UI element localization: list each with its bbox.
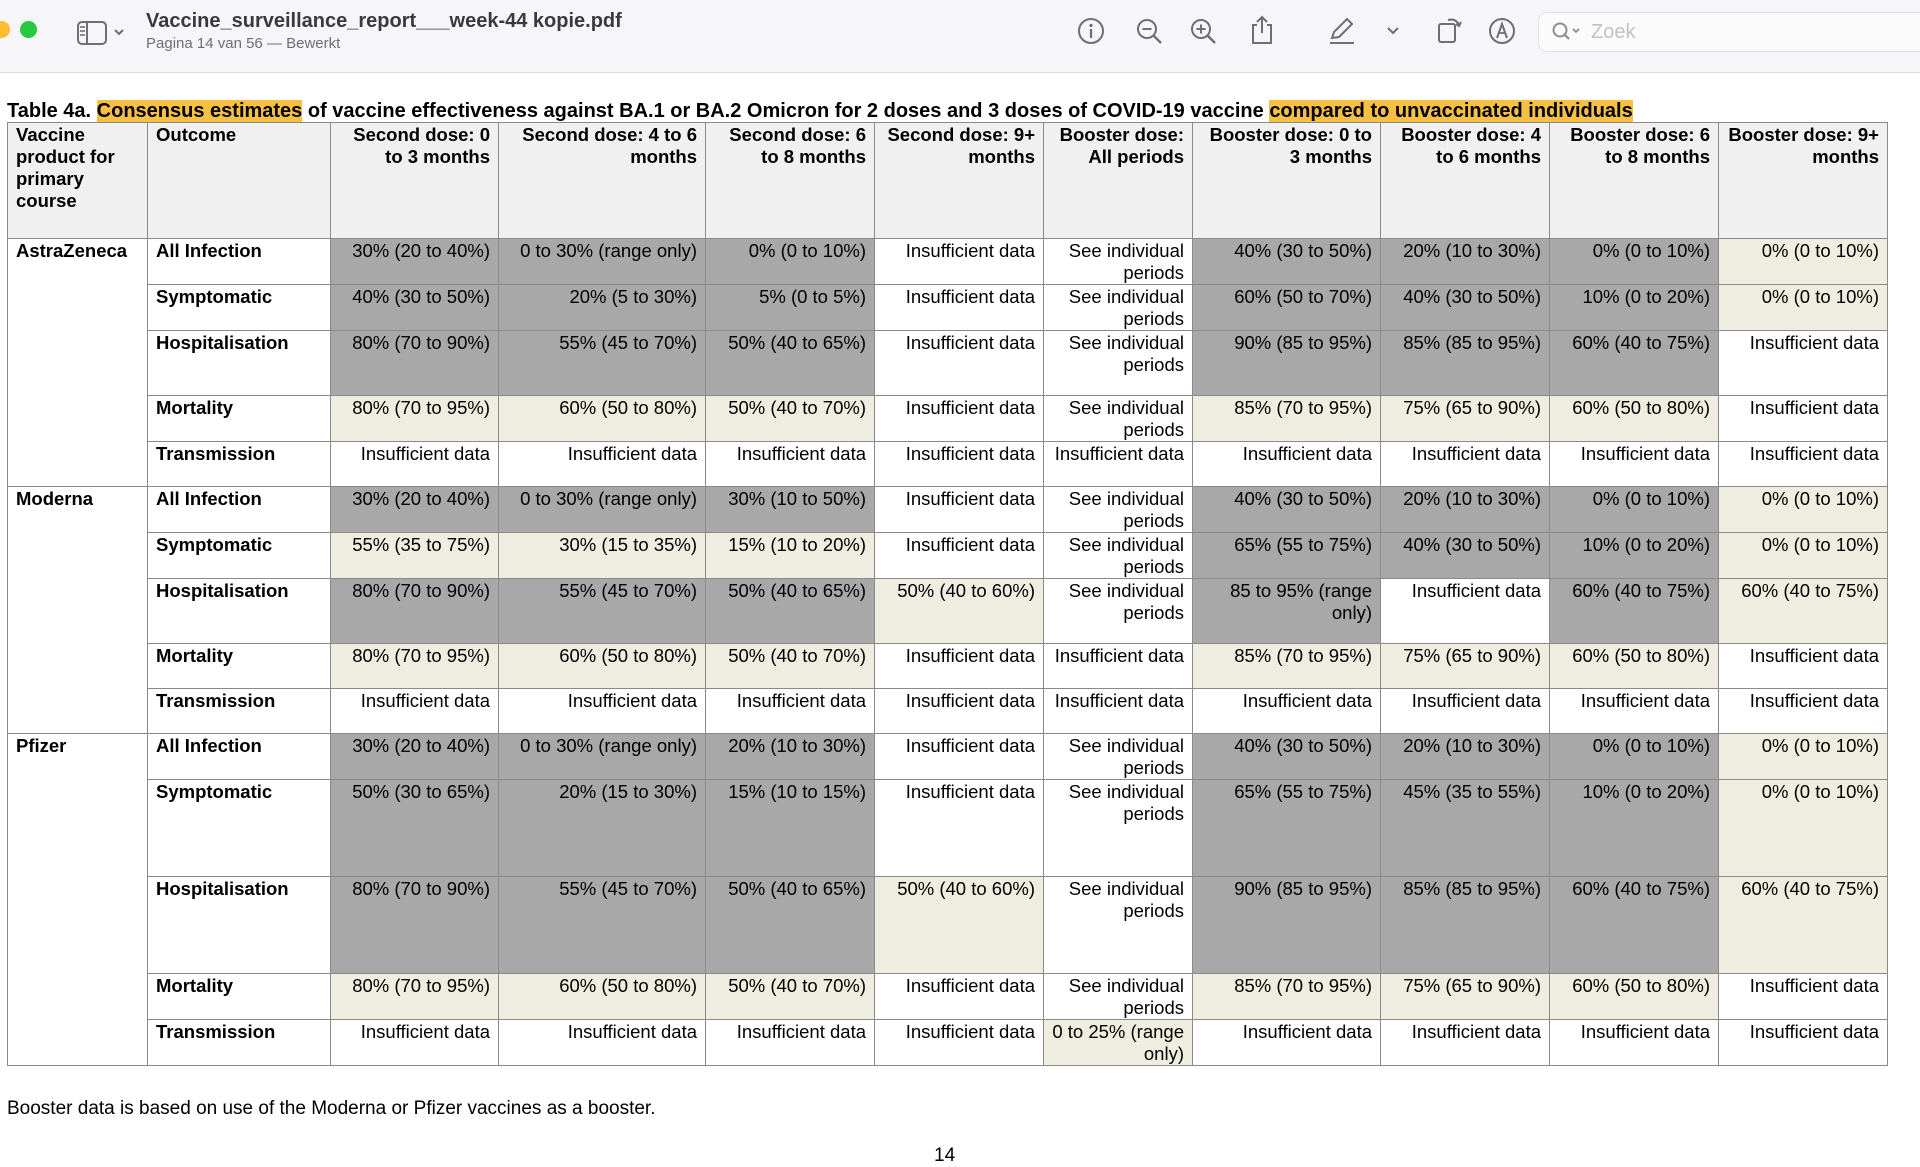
pencil-icon[interactable] bbox=[1326, 14, 1358, 46]
estimate-cell: 20% (10 to 30%) bbox=[1381, 734, 1550, 780]
estimate-cell: Insufficient data bbox=[706, 689, 875, 734]
estimate-cell: 10% (0 to 20%) bbox=[1550, 533, 1719, 579]
estimate-cell: 40% (30 to 50%) bbox=[331, 285, 499, 331]
estimate-cell: Insufficient data bbox=[875, 442, 1044, 487]
estimate-cell: 85% (70 to 95%) bbox=[1193, 396, 1381, 442]
estimate-cell: See individual periods bbox=[1044, 877, 1193, 974]
estimate-cell: 20% (10 to 30%) bbox=[706, 734, 875, 780]
estimate-cell: Insufficient data bbox=[1550, 1020, 1719, 1066]
outcome-cell: Transmission bbox=[148, 689, 331, 734]
estimate-cell: 30% (10 to 50%) bbox=[706, 487, 875, 533]
estimate-cell: 60% (40 to 75%) bbox=[1550, 331, 1719, 396]
estimate-cell: 75% (65 to 90%) bbox=[1381, 644, 1550, 689]
estimate-cell: 40% (30 to 50%) bbox=[1381, 533, 1550, 579]
estimate-cell: 0% (0 to 10%) bbox=[1719, 239, 1888, 285]
estimate-cell: 0% (0 to 10%) bbox=[1719, 487, 1888, 533]
caption-highlight: Consensus estimates bbox=[96, 100, 303, 122]
column-header: Vaccine product for primary course bbox=[8, 123, 148, 239]
estimate-cell: Insufficient data bbox=[875, 487, 1044, 533]
estimate-cell: 30% (20 to 40%) bbox=[331, 239, 499, 285]
vaccine-cell: Moderna bbox=[8, 487, 148, 734]
estimate-cell: Insufficient data bbox=[1044, 689, 1193, 734]
estimate-cell: See individual periods bbox=[1044, 780, 1193, 877]
estimate-cell: See individual periods bbox=[1044, 285, 1193, 331]
zoom-in-icon[interactable] bbox=[1188, 16, 1218, 46]
table-row bbox=[8, 533, 1888, 579]
column-header: Booster dose: 6 to 8 months bbox=[1550, 123, 1719, 239]
outcome-cell: Mortality bbox=[148, 396, 331, 442]
estimate-cell: 75% (65 to 90%) bbox=[1381, 396, 1550, 442]
estimate-cell: Insufficient data bbox=[706, 1020, 875, 1066]
estimate-cell: 50% (40 to 65%) bbox=[706, 331, 875, 396]
outcome-cell: Symptomatic bbox=[148, 780, 331, 877]
table-row bbox=[8, 285, 1888, 331]
estimate-cell: Insufficient data bbox=[1719, 396, 1888, 442]
estimate-cell: Insufficient data bbox=[1381, 579, 1550, 644]
estimate-cell: 60% (50 to 70%) bbox=[1193, 285, 1381, 331]
estimate-cell: 0% (0 to 10%) bbox=[1719, 780, 1888, 877]
outcome-cell: All Infection bbox=[148, 734, 331, 780]
estimate-cell: Insufficient data bbox=[875, 396, 1044, 442]
estimate-cell: 85% (70 to 95%) bbox=[1193, 644, 1381, 689]
estimate-cell: Insufficient data bbox=[875, 644, 1044, 689]
estimate-cell: 65% (55 to 75%) bbox=[1193, 533, 1381, 579]
estimate-cell: 60% (50 to 80%) bbox=[1550, 644, 1719, 689]
column-header: Booster dose: All periods bbox=[1044, 123, 1193, 239]
outcome-cell: Symptomatic bbox=[148, 533, 331, 579]
estimate-cell: Insufficient data bbox=[875, 1020, 1044, 1066]
estimate-cell: Insufficient data bbox=[1719, 442, 1888, 487]
estimate-cell: 60% (50 to 80%) bbox=[499, 396, 706, 442]
estimate-cell: Insufficient data bbox=[1719, 1020, 1888, 1066]
estimate-cell: 20% (5 to 30%) bbox=[499, 285, 706, 331]
outcome-cell: Symptomatic bbox=[148, 285, 331, 331]
document-title: Vaccine_surveillance_report___week-44 kopie.pdf bbox=[146, 10, 622, 32]
estimate-cell: Insufficient data bbox=[1193, 442, 1381, 487]
table-row bbox=[8, 396, 1888, 442]
estimate-cell: 60% (50 to 80%) bbox=[1550, 974, 1719, 1020]
estimate-cell: See individual periods bbox=[1044, 396, 1193, 442]
estimate-cell: 40% (30 to 50%) bbox=[1193, 487, 1381, 533]
estimate-cell: 0% (0 to 10%) bbox=[1550, 239, 1719, 285]
document-subtitle: Pagina 14 van 56 — Bewerkt bbox=[146, 35, 341, 52]
estimate-cell: See individual periods bbox=[1044, 331, 1193, 396]
estimate-cell: 55% (45 to 70%) bbox=[499, 579, 706, 644]
estimate-cell: Insufficient data bbox=[499, 1020, 706, 1066]
estimate-cell: 0% (0 to 10%) bbox=[706, 239, 875, 285]
column-header: Second dose: 4 to 6 months bbox=[499, 123, 706, 239]
table-row bbox=[8, 331, 1888, 396]
info-icon[interactable] bbox=[1076, 16, 1106, 46]
caption-prefix: Table 4a. bbox=[7, 100, 97, 122]
outcome-cell: Transmission bbox=[148, 442, 331, 487]
estimate-cell: 60% (50 to 80%) bbox=[1550, 396, 1719, 442]
estimate-cell: Insufficient data bbox=[706, 442, 875, 487]
column-header: Second dose: 6 to 8 months bbox=[706, 123, 875, 239]
outcome-cell: All Infection bbox=[148, 487, 331, 533]
estimate-cell: 50% (40 to 65%) bbox=[706, 579, 875, 644]
estimate-cell: 5% (0 to 5%) bbox=[706, 285, 875, 331]
estimate-cell: 50% (40 to 70%) bbox=[706, 644, 875, 689]
chevron-down-icon[interactable] bbox=[1384, 22, 1402, 40]
vaccine-cell: AstraZeneca bbox=[8, 239, 148, 487]
estimate-cell: 80% (70 to 90%) bbox=[331, 331, 499, 396]
estimate-cell: 20% (10 to 30%) bbox=[1381, 487, 1550, 533]
estimate-cell: 80% (70 to 95%) bbox=[331, 396, 499, 442]
outcome-cell: All Infection bbox=[148, 239, 331, 285]
estimate-cell: Insufficient data bbox=[875, 689, 1044, 734]
estimate-cell: 0% (0 to 10%) bbox=[1719, 533, 1888, 579]
estimate-cell: Insufficient data bbox=[1193, 1020, 1381, 1066]
estimate-cell: 85% (85 to 95%) bbox=[1381, 331, 1550, 396]
estimate-cell: Insufficient data bbox=[1381, 689, 1550, 734]
markup-icon[interactable] bbox=[1487, 16, 1517, 46]
estimate-cell: 20% (15 to 30%) bbox=[499, 780, 706, 877]
table-row bbox=[8, 877, 1888, 974]
table-row bbox=[8, 1020, 1888, 1066]
estimate-cell: See individual periods bbox=[1044, 487, 1193, 533]
estimate-cell: Insufficient data bbox=[1044, 644, 1193, 689]
table-row bbox=[8, 487, 1888, 533]
estimate-cell: 60% (40 to 75%) bbox=[1719, 579, 1888, 644]
estimate-cell: Insufficient data bbox=[875, 533, 1044, 579]
estimate-cell: 55% (45 to 70%) bbox=[499, 877, 706, 974]
estimate-cell: Insufficient data bbox=[875, 974, 1044, 1020]
estimate-cell: 85 to 95% (range only) bbox=[1193, 579, 1381, 644]
caption-text: of vaccine effectiveness against BA.1 or BA.2 Omicron for 2 doses and 3 doses of COVID-19 vaccine bbox=[302, 100, 1270, 122]
sidebar-toggle-icon[interactable] bbox=[76, 16, 132, 48]
estimate-cell: Insufficient data bbox=[1381, 442, 1550, 487]
estimate-cell: 0 to 30% (range only) bbox=[499, 734, 706, 780]
estimate-cell: 55% (35 to 75%) bbox=[331, 533, 499, 579]
vaccine-cell: Pfizer bbox=[8, 734, 148, 1066]
estimate-cell: 0% (0 to 10%) bbox=[1550, 487, 1719, 533]
estimate-cell: 50% (40 to 70%) bbox=[706, 396, 875, 442]
estimate-cell: Insufficient data bbox=[1550, 689, 1719, 734]
estimate-cell: 60% (50 to 80%) bbox=[499, 644, 706, 689]
footnote: Booster data is based on use of the Moderna or Pfizer vaccines as a booster. bbox=[7, 1098, 656, 1119]
table-row bbox=[8, 974, 1888, 1020]
estimate-cell: 40% (30 to 50%) bbox=[1193, 239, 1381, 285]
estimate-cell: 0% (0 to 10%) bbox=[1550, 734, 1719, 780]
estimate-cell: Insufficient data bbox=[875, 239, 1044, 285]
estimate-cell: 0 to 30% (range only) bbox=[499, 239, 706, 285]
estimate-cell: Insufficient data bbox=[331, 442, 499, 487]
estimate-cell: 20% (10 to 30%) bbox=[1381, 239, 1550, 285]
table-row bbox=[8, 239, 1888, 285]
estimate-cell: See individual periods bbox=[1044, 974, 1193, 1020]
search-input[interactable] bbox=[1591, 13, 1911, 51]
effectiveness-table bbox=[7, 122, 1888, 1066]
table-header-row bbox=[8, 123, 1888, 239]
estimate-cell: 80% (70 to 95%) bbox=[331, 974, 499, 1020]
outcome-cell: Transmission bbox=[148, 1020, 331, 1066]
estimate-cell: 50% (40 to 70%) bbox=[706, 974, 875, 1020]
estimate-cell: 0 to 30% (range only) bbox=[499, 487, 706, 533]
column-header: Outcome bbox=[148, 123, 331, 239]
minimize-window-button[interactable] bbox=[0, 21, 10, 38]
column-header: Booster dose: 9+ months bbox=[1719, 123, 1888, 239]
search-box[interactable] bbox=[1538, 12, 1920, 52]
estimate-cell: 90% (85 to 95%) bbox=[1193, 877, 1381, 974]
estimate-cell: Insufficient data bbox=[1381, 1020, 1550, 1066]
estimate-cell: 75% (65 to 90%) bbox=[1381, 974, 1550, 1020]
estimate-cell: 90% (85 to 95%) bbox=[1193, 331, 1381, 396]
page-number: 14 bbox=[934, 1145, 956, 1166]
estimate-cell: 15% (10 to 20%) bbox=[706, 533, 875, 579]
estimate-cell: 40% (30 to 50%) bbox=[1381, 285, 1550, 331]
estimate-cell: See individual periods bbox=[1044, 533, 1193, 579]
outcome-cell: Hospitalisation bbox=[148, 877, 331, 974]
table-row bbox=[8, 689, 1888, 734]
rotate-icon[interactable] bbox=[1434, 14, 1466, 46]
estimate-cell: Insufficient data bbox=[1719, 974, 1888, 1020]
estimate-cell: 0% (0 to 10%) bbox=[1719, 285, 1888, 331]
table-caption bbox=[7, 99, 1633, 123]
estimate-cell: 65% (55 to 75%) bbox=[1193, 780, 1381, 877]
estimate-cell: 15% (10 to 15%) bbox=[706, 780, 875, 877]
estimate-cell: Insufficient data bbox=[875, 780, 1044, 877]
estimate-cell: 40% (30 to 50%) bbox=[1193, 734, 1381, 780]
estimate-cell: Insufficient data bbox=[1193, 689, 1381, 734]
fullscreen-window-button[interactable] bbox=[20, 21, 37, 38]
estimate-cell: 30% (20 to 40%) bbox=[331, 734, 499, 780]
column-header: Booster dose: 4 to 6 months bbox=[1381, 123, 1550, 239]
estimate-cell: 80% (70 to 95%) bbox=[331, 644, 499, 689]
estimate-cell: 60% (40 to 75%) bbox=[1550, 579, 1719, 644]
estimate-cell: Insufficient data bbox=[875, 331, 1044, 396]
estimate-cell: See individual periods bbox=[1044, 239, 1193, 285]
estimate-cell: Insufficient data bbox=[1719, 331, 1888, 396]
zoom-out-icon[interactable] bbox=[1134, 16, 1164, 46]
outcome-cell: Hospitalisation bbox=[148, 579, 331, 644]
estimate-cell: 45% (35 to 55%) bbox=[1381, 780, 1550, 877]
estimate-cell: 55% (45 to 70%) bbox=[499, 331, 706, 396]
estimate-cell: Insufficient data bbox=[875, 734, 1044, 780]
estimate-cell: Insufficient data bbox=[1719, 644, 1888, 689]
estimate-cell: 85% (70 to 95%) bbox=[1193, 974, 1381, 1020]
search-icon bbox=[1551, 21, 1583, 43]
table-row bbox=[8, 579, 1888, 644]
estimate-cell: 60% (40 to 75%) bbox=[1719, 877, 1888, 974]
table-row bbox=[8, 734, 1888, 780]
estimate-cell: See individual periods bbox=[1044, 579, 1193, 644]
estimate-cell: Insufficient data bbox=[1044, 442, 1193, 487]
estimate-cell: Insufficient data bbox=[331, 1020, 499, 1066]
estimate-cell: Insufficient data bbox=[1719, 689, 1888, 734]
estimate-cell: 10% (0 to 20%) bbox=[1550, 285, 1719, 331]
window-toolbar bbox=[0, 0, 1920, 73]
outcome-cell: Mortality bbox=[148, 974, 331, 1020]
estimate-cell: See individual periods bbox=[1044, 734, 1193, 780]
column-header: Booster dose: 0 to 3 months bbox=[1193, 123, 1381, 239]
estimate-cell: 0 to 25% (range only) bbox=[1044, 1020, 1193, 1066]
estimate-cell: Insufficient data bbox=[499, 689, 706, 734]
estimate-cell: 10% (0 to 20%) bbox=[1550, 780, 1719, 877]
table-body bbox=[8, 239, 1888, 1066]
estimate-cell: 60% (50 to 80%) bbox=[499, 974, 706, 1020]
estimate-cell: 30% (20 to 40%) bbox=[331, 487, 499, 533]
estimate-cell: 30% (15 to 35%) bbox=[499, 533, 706, 579]
estimate-cell: 50% (30 to 65%) bbox=[331, 780, 499, 877]
estimate-cell: Insufficient data bbox=[875, 285, 1044, 331]
outcome-cell: Hospitalisation bbox=[148, 331, 331, 396]
table-row bbox=[8, 442, 1888, 487]
table-row bbox=[8, 780, 1888, 877]
estimate-cell: 0% (0 to 10%) bbox=[1719, 734, 1888, 780]
share-icon[interactable] bbox=[1247, 14, 1277, 46]
estimate-cell: Insufficient data bbox=[499, 442, 706, 487]
estimate-cell: 85% (85 to 95%) bbox=[1381, 877, 1550, 974]
estimate-cell: 80% (70 to 90%) bbox=[331, 877, 499, 974]
column-header: Second dose: 9+ months bbox=[875, 123, 1044, 239]
estimate-cell: 80% (70 to 90%) bbox=[331, 579, 499, 644]
estimate-cell: 50% (40 to 60%) bbox=[875, 579, 1044, 644]
estimate-cell: 50% (40 to 60%) bbox=[875, 877, 1044, 974]
caption-highlight: compared to unvaccinated individuals bbox=[1269, 100, 1633, 122]
estimate-cell: 50% (40 to 65%) bbox=[706, 877, 875, 974]
column-header: Second dose: 0 to 3 months bbox=[331, 123, 499, 239]
table-row bbox=[8, 644, 1888, 689]
estimate-cell: Insufficient data bbox=[331, 689, 499, 734]
estimate-cell: 60% (40 to 75%) bbox=[1550, 877, 1719, 974]
estimate-cell: Insufficient data bbox=[1550, 442, 1719, 487]
outcome-cell: Mortality bbox=[148, 644, 331, 689]
